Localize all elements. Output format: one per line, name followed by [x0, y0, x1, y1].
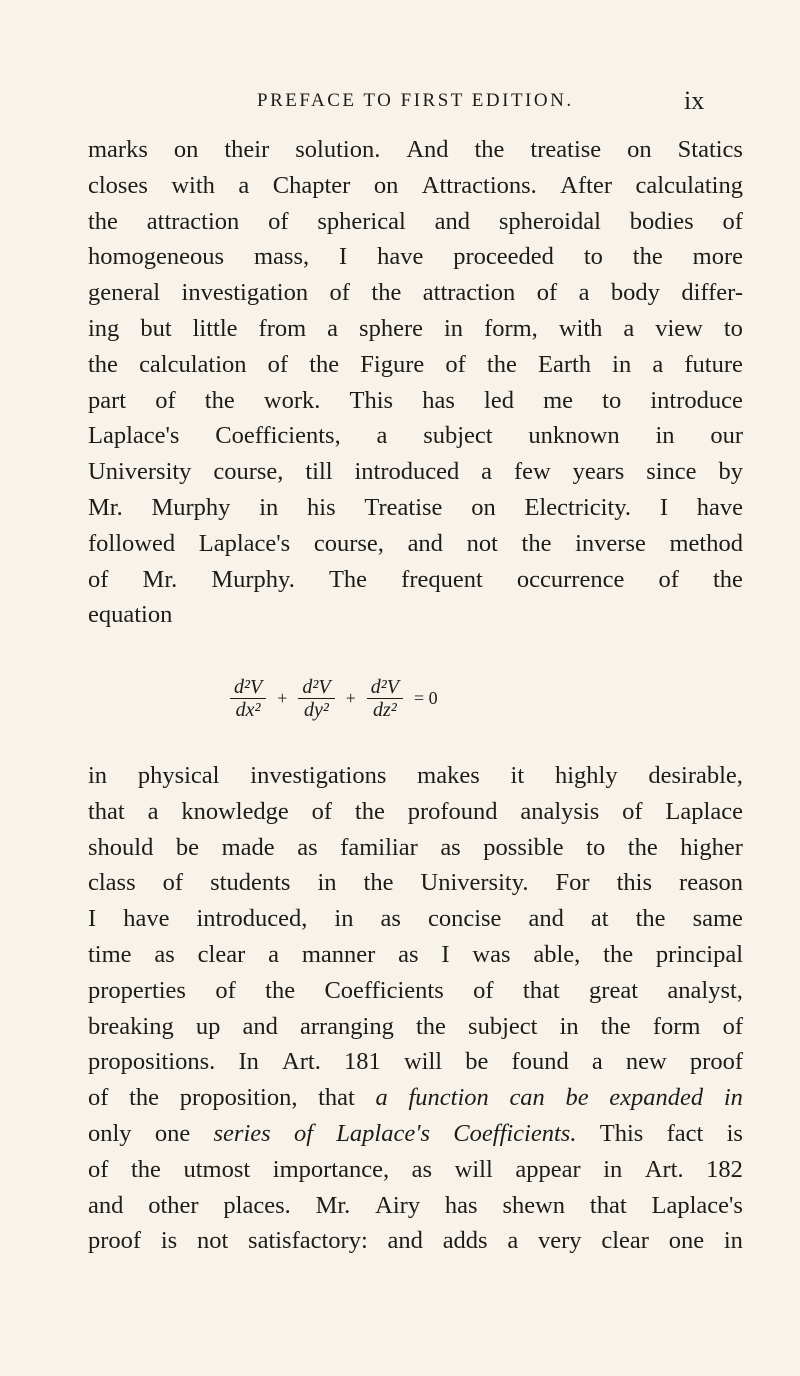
word: proposition, — [179, 1084, 298, 1112]
word: the — [474, 136, 505, 163]
word: concise — [427, 905, 502, 933]
word: Laplace — [665, 797, 743, 825]
word: of — [722, 1012, 743, 1040]
word: only — [88, 1119, 132, 1147]
word: Murphy — [151, 493, 231, 521]
word: Laplace's — [88, 422, 180, 450]
text-line — [88, 1044, 743, 1080]
word: in — [655, 422, 675, 450]
word: After — [560, 171, 612, 199]
word: as — [380, 905, 401, 933]
word: can — [509, 1084, 545, 1112]
word: 182 — [706, 1155, 743, 1183]
word: will — [454, 1155, 493, 1183]
word: of — [88, 565, 109, 593]
word: a — [268, 940, 279, 968]
word: reason — [679, 869, 743, 897]
word: introduced, — [196, 905, 308, 933]
word: I — [88, 905, 97, 933]
word: as — [154, 940, 175, 968]
word: Mr. — [315, 1191, 351, 1219]
word: possible — [483, 833, 564, 861]
word: In — [238, 1048, 259, 1076]
word: and — [88, 1191, 124, 1219]
word: of — [88, 1155, 109, 1183]
word: of — [162, 869, 184, 897]
word: with — [171, 171, 215, 199]
word: up — [195, 1012, 221, 1040]
word: from — [258, 314, 307, 342]
word: This — [349, 386, 394, 414]
word: propositions. — [88, 1048, 216, 1076]
word: is — [726, 1119, 743, 1147]
word: as — [297, 833, 318, 861]
word: that — [88, 797, 125, 825]
word: Figure — [360, 350, 425, 378]
word: of — [267, 350, 289, 378]
word: since — [646, 458, 697, 486]
word: desirable, — [648, 762, 743, 789]
text-line — [88, 973, 743, 1009]
word: occurrence — [516, 565, 625, 593]
word: of — [293, 1119, 314, 1147]
word: of — [155, 386, 176, 414]
word: attraction — [146, 207, 240, 235]
word: Electricity. — [524, 493, 632, 521]
equation-numerator: d²V — [230, 676, 266, 699]
word: in — [334, 905, 354, 933]
paragraph-2 — [88, 758, 743, 1259]
word: spheroidal — [498, 207, 601, 235]
word: future — [684, 350, 743, 378]
equation-term — [367, 676, 403, 721]
word: class — [88, 869, 136, 897]
word: will — [403, 1048, 443, 1076]
word: the — [603, 940, 634, 968]
text-line — [88, 937, 743, 973]
word: properties — [88, 976, 186, 1004]
word: makes — [417, 762, 480, 789]
word: of — [722, 207, 743, 235]
word: the — [354, 797, 385, 825]
text-line — [88, 490, 743, 526]
word: that — [589, 1191, 627, 1219]
word: great — [589, 976, 639, 1004]
word: the — [88, 207, 118, 235]
text-line — [88, 901, 743, 937]
word: little — [192, 314, 238, 342]
text-line — [88, 865, 743, 901]
word: of — [536, 279, 558, 307]
word: This — [599, 1119, 644, 1147]
word: Earth — [537, 350, 592, 378]
word: Laplace's — [198, 529, 291, 557]
word: For — [555, 869, 590, 897]
line-text: equation — [88, 601, 173, 629]
word: Chapter — [272, 171, 351, 199]
word: new — [625, 1048, 667, 1076]
word: Art. — [644, 1155, 684, 1183]
text-line — [88, 454, 743, 490]
word: the — [363, 869, 394, 897]
word: And — [406, 136, 449, 163]
word: this — [616, 869, 652, 897]
equation-term — [298, 676, 334, 721]
word: is — [160, 1227, 178, 1255]
word: course, — [313, 529, 384, 557]
word: the — [712, 565, 743, 593]
word: that — [318, 1084, 355, 1112]
word: and — [528, 905, 564, 933]
word: Attractions. — [421, 171, 537, 199]
word: the — [130, 1155, 161, 1183]
word: the — [265, 976, 296, 1004]
word: highly — [554, 762, 618, 789]
word: students — [210, 869, 291, 897]
text-line — [88, 239, 743, 275]
word: one — [154, 1119, 191, 1147]
word: as — [440, 833, 461, 861]
word: able, — [533, 940, 581, 968]
word: homogeneous — [88, 243, 225, 271]
word: Art. — [282, 1048, 321, 1076]
word: breaking — [88, 1012, 174, 1040]
word: in — [559, 1012, 579, 1040]
word: has — [422, 386, 455, 414]
word: view — [655, 314, 703, 342]
word: be — [465, 1048, 489, 1076]
word: but — [140, 314, 172, 342]
word: body — [610, 279, 660, 307]
word: Murphy. — [211, 565, 295, 593]
word: of — [658, 565, 679, 593]
text-line — [88, 794, 743, 830]
word: mass, — [254, 243, 310, 271]
text-line — [88, 1009, 743, 1045]
word: till — [305, 458, 333, 486]
word: introduced — [354, 458, 460, 486]
word: Laplace's — [651, 1191, 743, 1219]
word: led — [484, 386, 514, 414]
word: very — [538, 1227, 582, 1255]
word: same — [692, 905, 743, 933]
word: to — [723, 314, 743, 342]
word: not — [196, 1227, 229, 1255]
word: ing — [88, 314, 120, 342]
word: The — [328, 565, 368, 593]
word: I — [339, 243, 348, 271]
word: and — [387, 1227, 423, 1255]
word: introduce — [650, 386, 743, 414]
word: have — [696, 493, 743, 521]
word: other — [148, 1191, 199, 1219]
word: calculation — [139, 350, 247, 378]
word: with — [558, 314, 603, 342]
word: physical — [137, 762, 220, 789]
word: one — [668, 1227, 705, 1255]
word: as — [411, 1155, 433, 1183]
word: proceeded — [453, 243, 554, 271]
word: differ- — [681, 279, 743, 307]
equation-plus: + — [277, 688, 288, 708]
word: has — [444, 1191, 478, 1219]
word: proof — [689, 1048, 743, 1076]
word: proof — [88, 1227, 142, 1255]
word: Coefficients — [324, 976, 444, 1004]
word: general — [88, 279, 161, 307]
word: University — [88, 458, 192, 486]
header-title: PREFACE TO FIRST EDITION. — [257, 90, 574, 111]
word: was — [472, 940, 511, 968]
word: places. — [223, 1191, 291, 1219]
word: have — [123, 905, 170, 933]
text-line — [88, 1116, 743, 1152]
word: adds — [442, 1227, 488, 1255]
equation-term — [230, 676, 266, 721]
word: be — [175, 833, 200, 861]
paragraph-1 — [88, 132, 743, 633]
word: that — [522, 976, 560, 1004]
word: of — [215, 976, 236, 1004]
word: series — [213, 1119, 271, 1147]
word: in — [317, 869, 337, 897]
word: in — [603, 1155, 623, 1183]
text-line — [88, 830, 743, 866]
word: me — [543, 386, 574, 414]
word: unknown — [528, 422, 620, 450]
word: his — [307, 493, 336, 521]
word: the — [627, 833, 658, 861]
word: should — [88, 833, 154, 861]
text-line — [88, 597, 743, 633]
word: on — [627, 136, 652, 163]
word: Treatise — [364, 493, 443, 521]
word: and — [434, 207, 470, 235]
equation-denominator: dx² — [235, 699, 261, 721]
word: a — [481, 458, 493, 486]
word: be — [565, 1084, 589, 1112]
word: time — [88, 940, 132, 968]
text-line — [88, 168, 743, 204]
word: fact — [666, 1119, 704, 1147]
equation-denominator: dz² — [372, 699, 397, 721]
word: their — [224, 136, 270, 163]
word: Laplace's — [336, 1119, 431, 1147]
word: found — [511, 1048, 569, 1076]
word: a — [578, 279, 590, 307]
word: in — [612, 350, 632, 378]
word: of — [88, 1084, 109, 1112]
word: 181 — [344, 1048, 381, 1076]
word: the — [309, 350, 340, 378]
word: a — [375, 1084, 388, 1112]
word: in — [88, 762, 108, 789]
word: spherical — [317, 207, 406, 235]
text-line — [88, 562, 743, 598]
word: few — [513, 458, 551, 486]
word: calculating — [635, 171, 743, 199]
word: frequent — [401, 565, 483, 593]
word: a — [147, 797, 159, 825]
word: and — [242, 1012, 278, 1040]
word: investigations — [250, 762, 387, 789]
word: a — [376, 422, 388, 450]
word: the — [415, 1012, 446, 1040]
word: form, — [484, 314, 538, 342]
text-line — [88, 418, 743, 454]
word: University. — [420, 869, 529, 897]
word: solution. — [295, 136, 381, 163]
word: not — [466, 529, 498, 557]
word: followed — [88, 529, 176, 557]
word: a — [623, 314, 635, 342]
word: to — [586, 833, 606, 861]
word: I — [441, 940, 450, 968]
word: the — [632, 243, 663, 271]
laplace-equation — [230, 676, 580, 736]
word: the — [486, 350, 517, 378]
page-number: ix — [684, 86, 705, 115]
text-line — [88, 758, 743, 794]
equation-numerator: d²V — [367, 676, 403, 699]
word: investigation — [181, 279, 309, 307]
word: a — [652, 350, 664, 378]
word: analysis — [520, 797, 600, 825]
word: of — [622, 797, 643, 825]
word: the — [371, 279, 402, 307]
text-line — [88, 1188, 743, 1224]
word: higher — [680, 833, 743, 861]
word: in — [723, 1227, 743, 1255]
word: analyst, — [667, 976, 743, 1004]
word: expanded — [609, 1084, 704, 1112]
word: the — [88, 350, 118, 378]
text-line — [88, 1080, 743, 1116]
word: of — [329, 279, 350, 307]
word: to — [602, 386, 622, 414]
word: by — [718, 458, 743, 486]
text-line — [88, 204, 743, 240]
word: attraction — [422, 279, 516, 307]
text-line — [88, 1223, 743, 1259]
word: in — [444, 314, 464, 342]
word: closes — [88, 171, 148, 199]
word: shewn — [502, 1191, 566, 1219]
word: course, — [213, 458, 284, 486]
word: Mr. — [88, 493, 123, 521]
word: clear — [601, 1227, 649, 1255]
word: arranging — [299, 1012, 394, 1040]
word: and — [407, 529, 443, 557]
word: it — [510, 762, 525, 789]
word: of — [311, 797, 333, 825]
word: function — [408, 1084, 489, 1112]
text-line — [88, 132, 743, 168]
word: of — [268, 207, 289, 235]
word: treatise — [530, 136, 602, 163]
equation-plus: + — [345, 688, 356, 708]
word: utmost — [183, 1155, 251, 1183]
word: familiar — [340, 833, 418, 861]
word: Statics — [677, 136, 743, 163]
word: marks — [88, 136, 148, 163]
word: subject — [468, 1012, 538, 1040]
word: inverse — [575, 529, 646, 557]
word: profound — [407, 797, 498, 825]
word: bodies — [629, 207, 694, 235]
word: form — [652, 1012, 701, 1040]
word: on — [471, 493, 496, 521]
word: sphere — [359, 314, 423, 342]
word: on — [373, 171, 399, 199]
word: the — [521, 529, 552, 557]
word: made — [221, 833, 275, 861]
word: a — [327, 314, 339, 342]
word: subject — [423, 422, 493, 450]
word: of — [445, 350, 466, 378]
word: importance, — [272, 1155, 390, 1183]
word: at — [590, 905, 609, 933]
word: Coefficients. — [453, 1119, 577, 1147]
word: satisfactory: — [248, 1227, 368, 1255]
word: method — [669, 529, 743, 557]
word: our — [710, 422, 743, 450]
word: a — [507, 1227, 519, 1255]
word: have — [377, 243, 424, 271]
word: the — [204, 386, 235, 414]
text-line — [88, 311, 743, 347]
word: a — [591, 1048, 603, 1076]
equation-denominator: dy² — [304, 699, 329, 721]
word: to — [583, 243, 603, 271]
word: the — [600, 1012, 631, 1040]
word: on — [173, 136, 199, 163]
equation-numerator: d²V — [298, 676, 334, 699]
word: knowledge — [181, 797, 289, 825]
text-line — [88, 1152, 743, 1188]
word: as — [398, 940, 419, 968]
word: years — [572, 458, 625, 486]
word: appear — [515, 1155, 581, 1183]
text-line — [88, 347, 743, 383]
text-line — [88, 526, 743, 562]
word: principal — [655, 940, 743, 968]
word: the — [129, 1084, 160, 1112]
word: Mr. — [142, 565, 178, 593]
word: in — [259, 493, 279, 521]
text-line — [88, 383, 743, 419]
word: Airy — [375, 1191, 421, 1219]
word: Coefficients, — [215, 422, 341, 450]
word: in — [723, 1084, 743, 1112]
word: manner — [301, 940, 376, 968]
word: a — [238, 171, 250, 199]
running-header — [0, 80, 800, 120]
word: I — [659, 493, 668, 521]
text-line — [88, 275, 743, 311]
equation-equals: = 0 — [413, 688, 438, 708]
word: more — [692, 243, 743, 271]
word: work. — [263, 386, 321, 414]
word: clear — [197, 940, 246, 968]
word: the — [635, 905, 666, 933]
word: of — [473, 976, 494, 1004]
word: part — [88, 386, 127, 414]
